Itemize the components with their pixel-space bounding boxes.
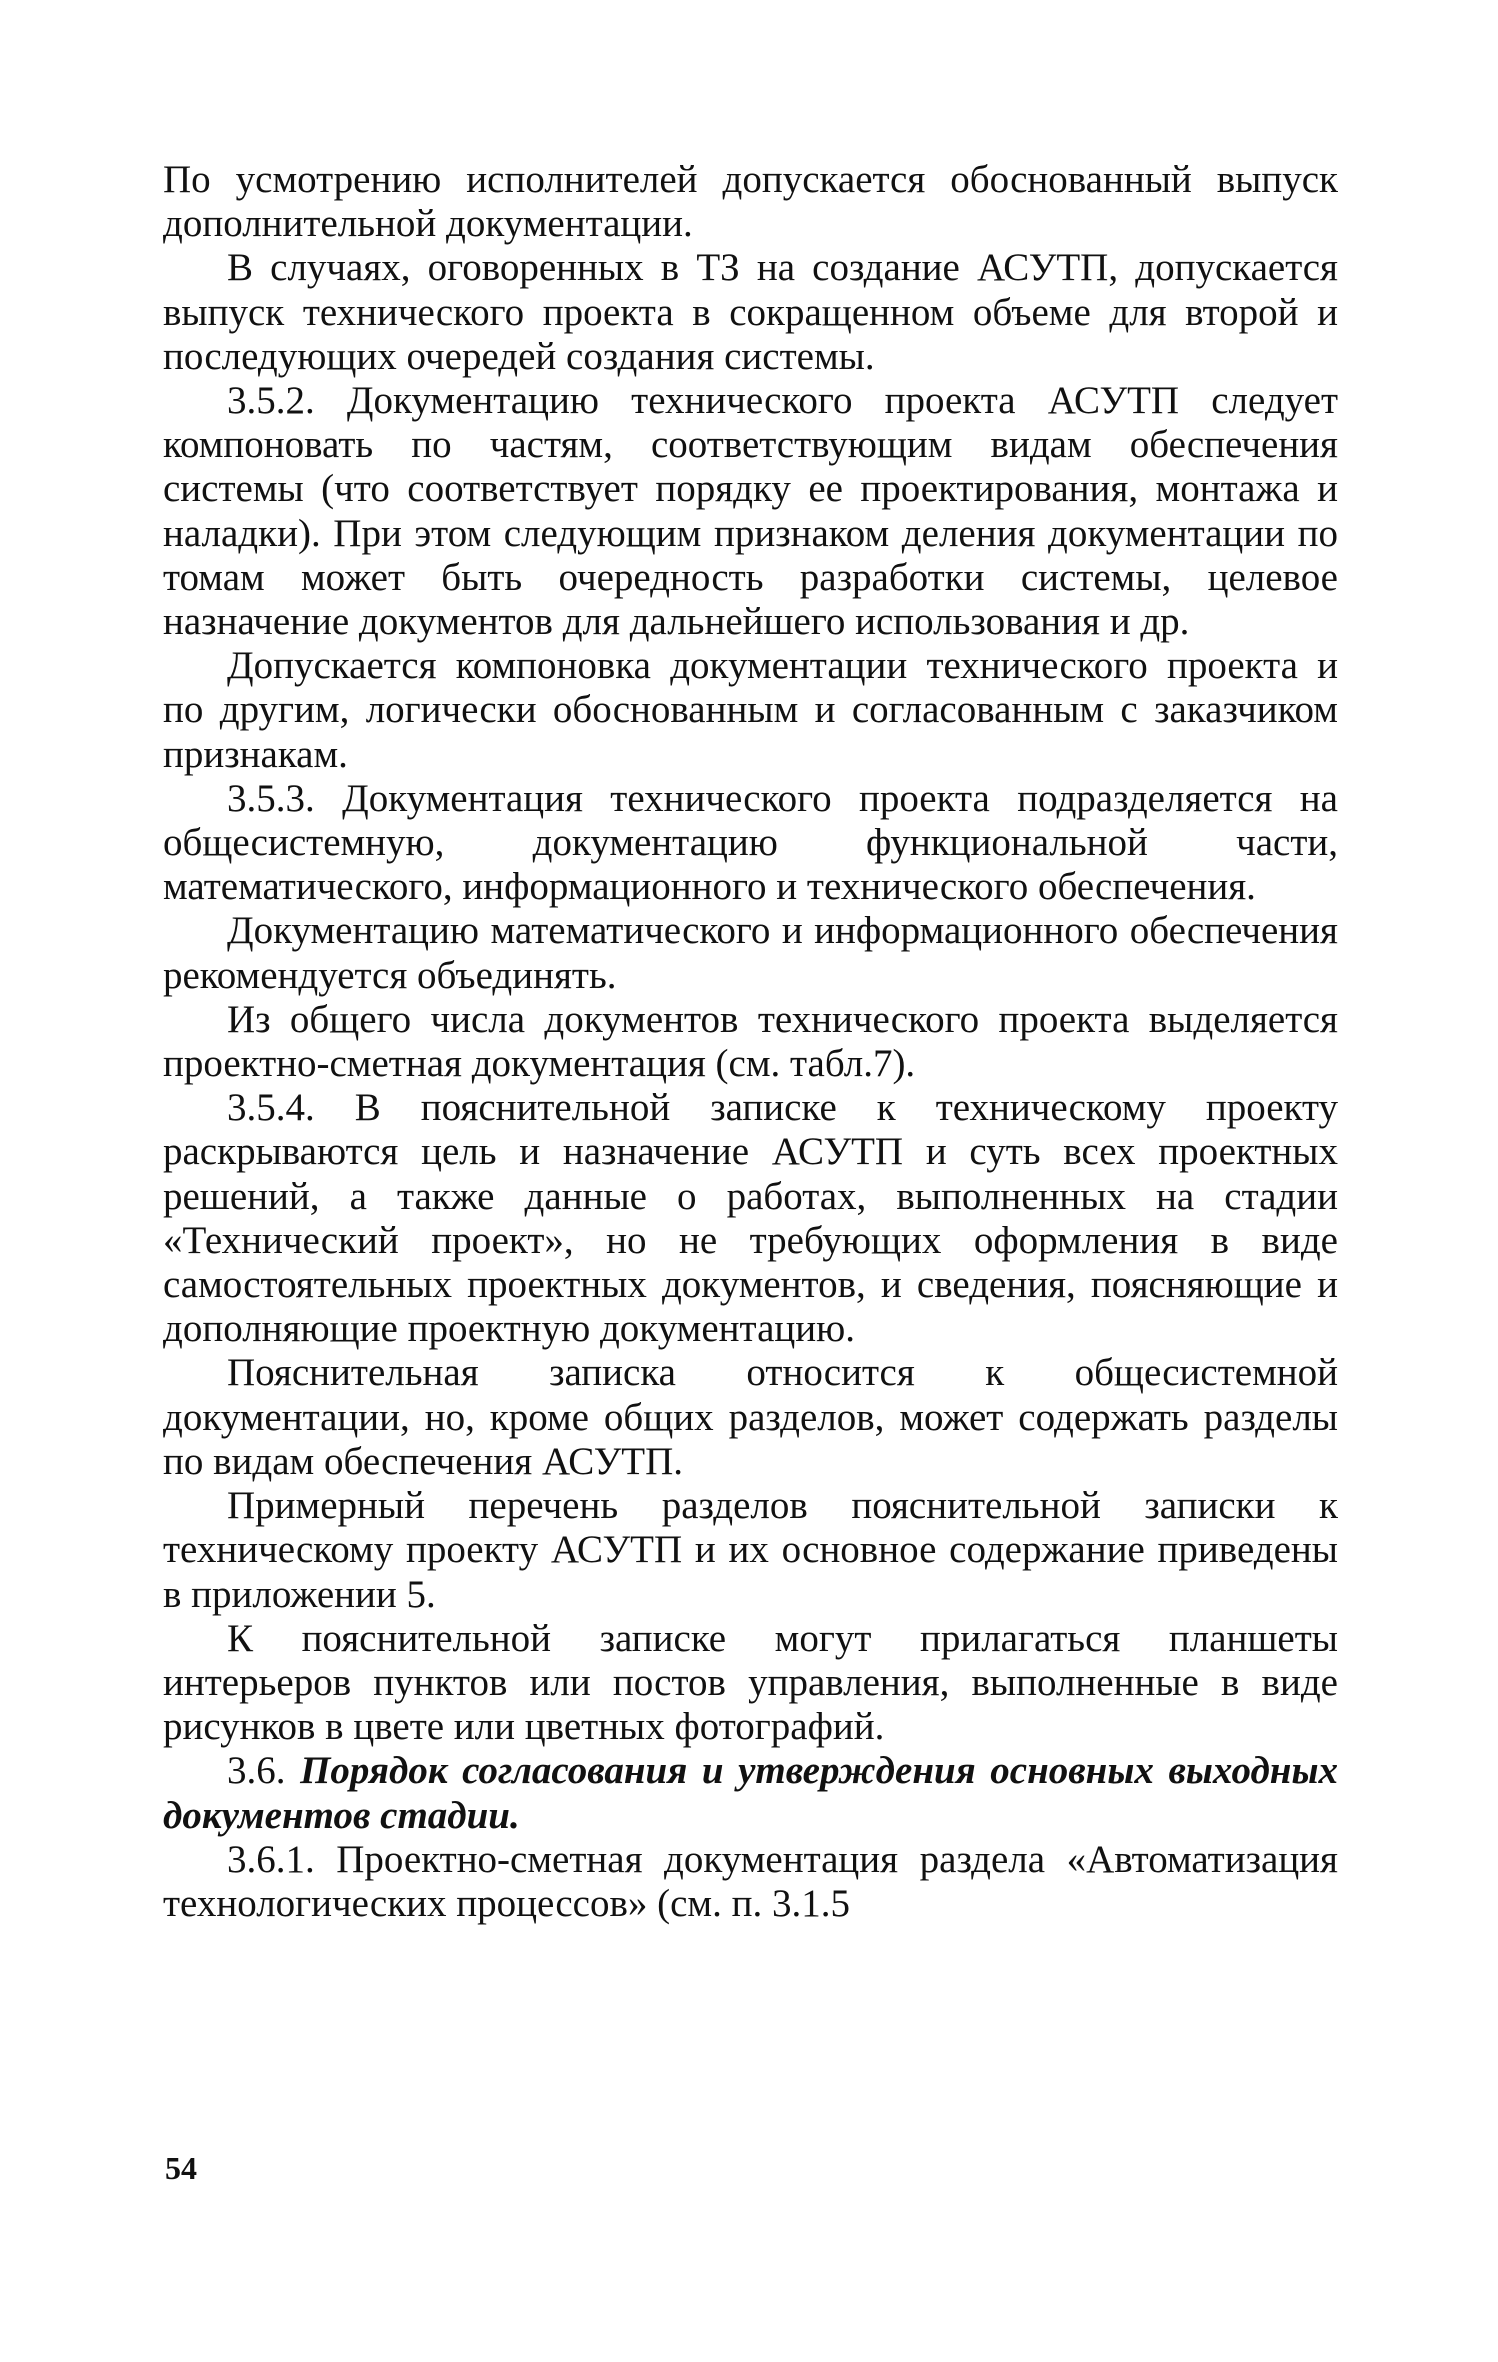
paragraph-3-5-4: 3.5.4. В пояснительной записке к техническому проекту раскрываются цель и назначение АСУТП и суть всех проектных решений, а также данные о работах, выполненных на стадии «Технический проект», но не требующих оформления в виде самостоятельных проектных документов, и сведения, поясняющие и дополняющие проектную документацию. xyxy=(163,1086,1338,1351)
paragraph: В случаях, оговоренных в ТЗ на создание АСУТП, допускается выпуск технического проекта в сокращенном объеме для второй и последующих очередей создания системы. xyxy=(163,246,1338,378)
paragraph: Документацию математического и информационного обеспечения рекомендуется объединять. xyxy=(163,909,1338,997)
paragraph: Пояснительная записка относится к общесистемной документации, но, кроме общих разделов, может содержать разделы по видам обеспечения АСУТП. xyxy=(163,1351,1338,1483)
paragraph: Допускается компоновка документации технического проекта и по другим, логически обоснованным и согласованным с заказчиком признакам. xyxy=(163,644,1338,776)
section-heading-3-6 xyxy=(163,1749,1338,1837)
paragraph-3-6-1: 3.6.1. Проектно-сметная документация раздела «Автоматизация технологических процессов» (см. п. 3.1.5 xyxy=(163,1837,1338,1925)
paragraph-continued: По усмотрению исполнителей допускается обоснованный выпуск дополнительной документации. xyxy=(163,158,1338,246)
body-text xyxy=(163,158,1338,1926)
paragraph-3-5-2: 3.5.2. Документацию технического проекта АСУТП следует компоновать по частям, соответствующим видам обеспечения системы (что соответствует порядку ее проектирования, монтажа и наладки). При этом следующим признаком деления документации по томам может быть очередность разработки системы, целевое назначение документов для дальнейшего использования и др. xyxy=(163,379,1338,644)
page-number: 54 xyxy=(165,2150,197,2186)
section-number: 3.6. xyxy=(227,1749,286,1793)
paragraph: Из общего числа документов технического проекта выделяется проектно-сметная документация (см. табл.7). xyxy=(163,997,1338,1086)
section-title: Порядок согласования и утверждения основных выходных документов стадии. xyxy=(163,1749,1339,1837)
paragraph-3-5-3: 3.5.3. Документация технического проекта подразделяется на общесистемную, документацию функциональной части, математического, информационного и технического обеспечения. xyxy=(163,776,1338,909)
paragraph: К пояснительной записке могут прилагаться планшеты интерьеров пунктов или постов управления, выполненные в виде рисунков в цвете или цветных фотографий. xyxy=(163,1616,1338,1749)
paragraph: Примерный перечень разделов пояснительной записки к техническому проекту АСУТП и их основное содержание приведены в приложении 5. xyxy=(163,1484,1338,1616)
